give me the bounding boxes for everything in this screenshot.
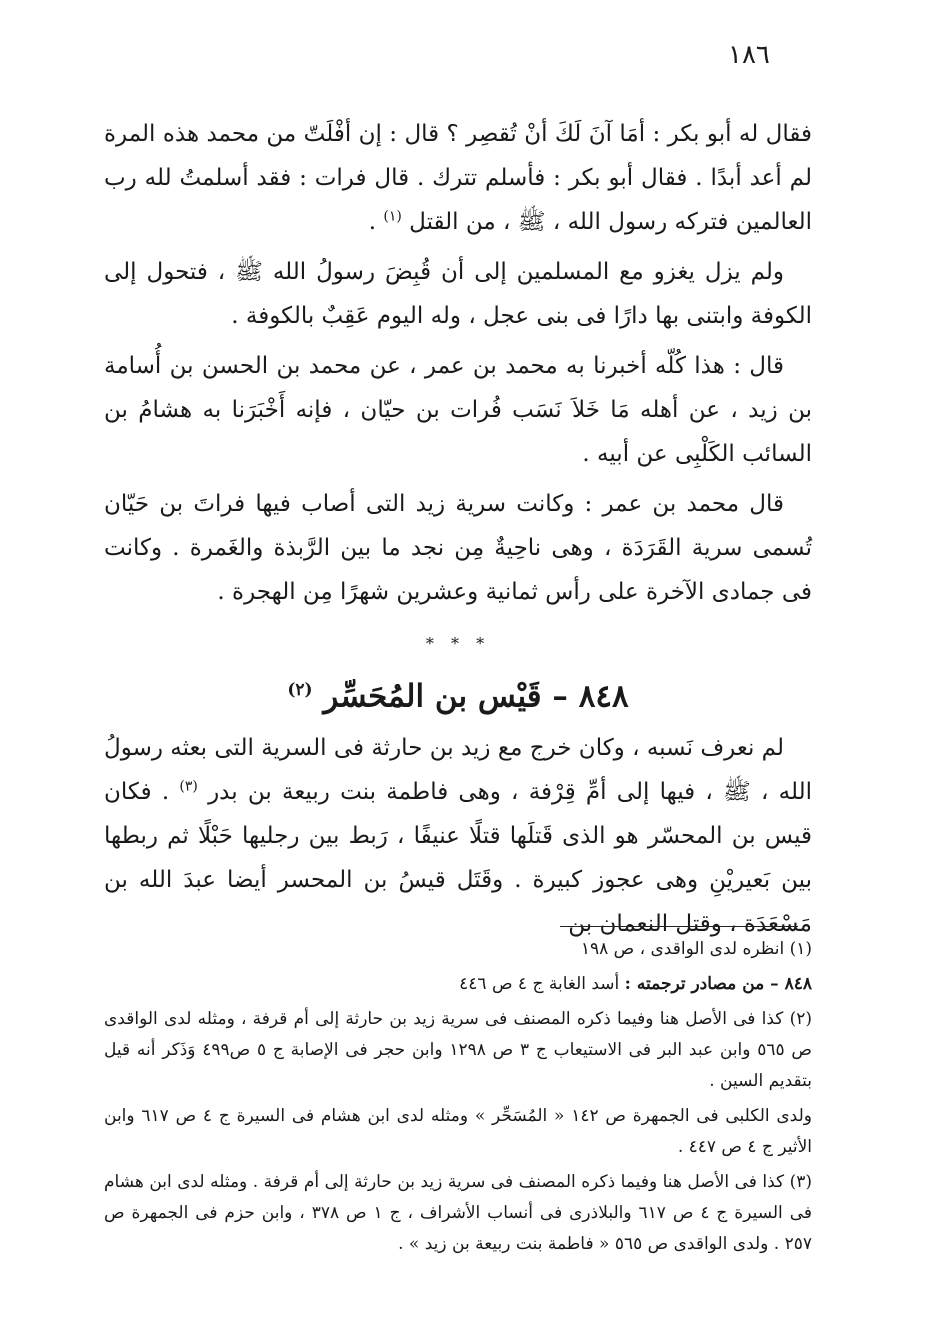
- footnote-sources: [104, 969, 812, 1000]
- paragraph-1-text: فقال له أبو بكر : أمَا آنَ لَكَ أنْ تُقصِر ؟ قال : إن أفْلَتّ من محمد هذه المرة لم أعد أبدًا . فقال أبو بكر : فأسلم تترك . قال فرات : فقد أسلمتُ لله رب العالمين فتركه رسول الله ، ﷺ ، من القتل: [104, 121, 812, 235]
- paragraph-2: ولم يزل يغزو مع المسلمين إلى أن قُبِضَ رسولُ الله ﷺ ، فتحول إلى الكوفة وابتنى بها دارًا فى بنى عجل ، وله اليوم عَقِبٌ بالكوفة .: [104, 259, 812, 329]
- footnote-sources-label: ٨٤٨ – من مصادر ترجمته :: [624, 974, 812, 994]
- entry-heading: [104, 664, 812, 722]
- footnotes: [104, 934, 812, 1264]
- footnote-sources-text: أسد الغابة ج ٤ ص ٤٤٦: [459, 974, 625, 994]
- entry-paragraph: [104, 726, 812, 946]
- entry-heading-text: ٨٤٨ – قَيْس بن المُحَسِّر: [323, 678, 629, 715]
- footnote-2: (٢) كذا فى الأصل هنا وفيما ذكره المصنف فى سرية زيد بن حارثة إلى أم قرفة ، ومثله لدى الواقدى ص ٥٦٥ وابن عبد البر فى الاستيعاب ج ٣ ص ١٢٩٨ وابن حجر فى الإصابة ج ٥ ص٤٩٩ وَذَكر أنه قيل بتقديم السين .: [104, 1009, 812, 1091]
- paragraph-4: قال محمد بن عمر : وكانت سرية زيد التى أصاب فيها فراتَ بن حَيّان تُسمى سرية القَرَدَة ، وهى ناحِيةٌ مِن نجد ما بين الرَّبذة والغَمرة . وكانت فى جمادى الآخرة على رأس ثمانية وعشرين شهرًا مِن الهجرة .: [104, 491, 812, 605]
- footnote-ref-2: (٢): [287, 680, 313, 700]
- footnote-3: (٣) كذا فى الأصل هنا وفيما ذكره المصنف فى سرية زيد بن حارثة إلى أم قرفة . ومثله لدى ابن هشام فى السيرة ج ٤ ص ٦١٧ والبلاذرى فى أنساب الأشراف ، ج ١ ص ٣٧٨ ، وابن حزم فى الجمهرة ص ٢٥٧ . ولدى الواقدى ص ٥٦٥ « فاطمة بنت ربيعة بن زيد » .: [104, 1172, 812, 1254]
- paragraph-1-end: .: [368, 209, 384, 235]
- footnote-1: (١) انظره لدى الواقدى ، ص ١٩٨: [580, 939, 812, 959]
- paragraph-1: [104, 112, 812, 244]
- footnote-divider: [560, 926, 798, 927]
- entry-paragraph-part2: . فكان قيس بن المحسّر هو الذى قَتلَها قتلًا عنيفًا ، رَبط بين رجليها حَبْلًا ثم ربطها بين بَعيريْنِ وهى عجوز كبيرة . وقَتَل قيسُ بن المحسر أيضا عبدَ الله بن مَسْعَدَة ، وقتل النعمان بن: [104, 779, 812, 938]
- paragraph-3: قال : هذا كُلّه أخبرنا به محمد بن عمر ، عن محمد بن الحسن بن أُسامة بن زيد ، عن أهله مَا خَلاَ نَسَب فُرات بن حيّان ، فإنه أَخْبَرَنا به هشامُ بن السائب الكَلْبِى عن أبيه .: [104, 353, 812, 467]
- footnote-2-continued: ولدى الكلبى فى الجمهرة ص ١٤٢ « المُسَحِّر » ومثله لدى ابن هشام فى السيرة ج ٤ ص ٦١٧ وابن الأثير ج ٤ ص ٤٤٧ .: [104, 1106, 812, 1157]
- section-separator: * * *: [425, 634, 491, 653]
- footnote-ref-1: (١): [383, 208, 402, 225]
- page-number: ١٨٦: [728, 40, 770, 70]
- main-text: [104, 112, 812, 952]
- entry-paragraph-part1: لم نعرف نَسبه ، وكان خرج مع زيد بن حارثة فى السرية التى بعثه رسولُ الله ، ﷺ ، فيها إلى أمِّ قِرْفة ، وهى فاطمة بنت ربيعة بن بدر: [104, 735, 813, 806]
- footnote-ref-3: (٣): [179, 778, 198, 795]
